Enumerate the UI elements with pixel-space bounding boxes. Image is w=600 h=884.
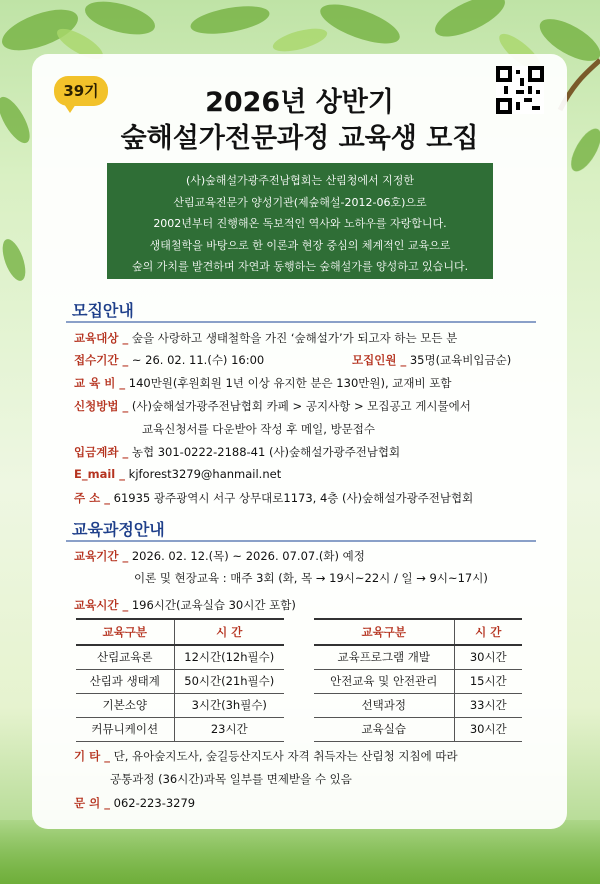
recruit-heading: 모집안내 (72, 301, 134, 320)
grass-footer (0, 820, 600, 884)
account-row (74, 444, 400, 460)
fee-value: 140만원(후원회원 1년 이상 유지한 분은 130만원), 교재비 포함 (125, 376, 452, 390)
table-cell: 30시간 (454, 717, 522, 741)
apply-label: 신청방법 _ (74, 399, 129, 413)
contact-row (74, 795, 195, 811)
page-title-line2: 숲해설가전문과정 교육생 모집 (120, 123, 479, 154)
count-row (352, 352, 511, 368)
hours-row (74, 597, 296, 613)
table-cell: 교육실습 (314, 717, 454, 741)
recruit-divider (66, 321, 536, 323)
page-title-line1: 2026년 상반기 (205, 87, 394, 118)
apply-row-2: 교육신청서를 다운받아 작성 후 메일, 방문접수 (142, 422, 376, 436)
table-cell: 커뮤니케이션 (76, 717, 174, 741)
hours-value: 196시간(교육실습 30시간 포함) (128, 598, 296, 612)
email-value: kjforest3279@hanmail.net (125, 467, 282, 481)
target-row (74, 330, 457, 346)
course-heading: 교육과정안내 (72, 520, 165, 539)
email-label: E_mail _ (74, 467, 125, 481)
intro-line: (사)숲해설가광주전남협회는 산림청에서 지정한 (185, 174, 415, 187)
count-label: 모집인원 _ (352, 353, 407, 367)
fee-row (74, 375, 451, 391)
intro-line: 산림교육전문가 양성기관(제숲해설-2012-06호)으로 (173, 195, 427, 209)
table-cell: 3시간(3h필수) (174, 693, 284, 717)
table-row (76, 693, 284, 717)
table-row (314, 693, 522, 717)
table-row (314, 717, 522, 741)
deadline-row (74, 352, 264, 368)
hours-label: 교육시간 _ (74, 598, 129, 612)
etc-row-2: 공통과정 (36시간)과목 일부를 면제받을 수 있음 (110, 772, 352, 786)
etc-value: 단, 유아숲지도사, 숲길등산지도사 자격 취득자는 산림청 지침에 따라 (109, 749, 458, 763)
intro-line: 숲의 가치를 발견하며 자연과 동행하는 숲해설가를 양성하고 있습니다. (131, 260, 469, 273)
curriculum-table-left (76, 618, 284, 742)
table-cell: 12시간(12h필수) (174, 645, 284, 669)
period-value: 2026. 02. 12.(목) ~ 2026. 07.07.(화) 예정 (128, 549, 365, 563)
account-label: 입금계좌 _ (74, 445, 129, 459)
period-row (74, 548, 365, 564)
table-cell: 33시간 (454, 693, 522, 717)
fee-label: 교 육 비 _ (74, 376, 126, 390)
table-cell: 30시간 (454, 645, 522, 669)
apply-value: (사)숲해설가광주전남협회 카페 > 공지사항 > 모집공고 게시물에서 (128, 399, 471, 413)
table-cell: 산림과 생태계 (76, 669, 174, 693)
period-label: 교육기간 _ (74, 549, 129, 563)
contact-value: 062-223-3279 (109, 796, 196, 810)
etc-label: 기 타 _ (74, 749, 110, 763)
intro-line: 생태철학을 바탕으로 한 이론과 현장 중심의 체계적인 교육으로 (149, 238, 451, 252)
address-label: 주 소 _ (74, 491, 110, 505)
schedule-row: 이론 및 현장교육 : 매주 3회 (화, 목 → 19시~22시 / 일 → 9시~17시) (134, 571, 488, 585)
address-row (74, 490, 473, 506)
target-value: 숲을 사랑하고 생태철학을 가진 ‘숲해설가’가 되고자 하는 모든 분 (128, 331, 458, 345)
table-cell: 기본소양 (76, 693, 174, 717)
etc-row (74, 748, 458, 764)
target-label: 교육대상 _ (74, 331, 129, 345)
deadline-label: 접수기간 _ (74, 353, 129, 367)
table-header: 시 간 (454, 619, 522, 645)
address-value: 61935 광주광역시 서구 상무대로1173, 4층 (사)숲해설가광주전남협회 (109, 491, 474, 505)
account-value: 농협 301-0222-2188-41 (사)숲해설가광주전남협회 (128, 445, 401, 459)
table-header: 시 간 (174, 619, 284, 645)
deadline-value: ~ 26. 02. 11.(수) 16:00 (128, 353, 265, 367)
table-row (76, 717, 284, 741)
table-cell: 50시간(21h필수) (174, 669, 284, 693)
contact-label: 문 의 _ (74, 796, 110, 810)
course-divider (66, 540, 536, 542)
email-row (74, 467, 281, 481)
table-row (314, 645, 522, 669)
apply-row (74, 398, 471, 414)
table-header: 교육구분 (76, 619, 174, 645)
table-cell: 산림교육론 (76, 645, 174, 669)
count-value: 35명(교육비입금순) (406, 353, 512, 367)
table-header: 교육구분 (314, 619, 454, 645)
table-row (76, 669, 284, 693)
cohort-badge: 39기 (54, 76, 108, 106)
curriculum-table-right (314, 618, 522, 742)
table-cell: 선택과정 (314, 693, 454, 717)
intro-line: 2002년부터 진행해온 독보적인 역사와 노하우를 자랑합니다. (153, 217, 447, 230)
table-cell: 15시간 (454, 669, 522, 693)
table-cell: 교육프로그램 개발 (314, 645, 454, 669)
table-row (76, 645, 284, 669)
table-cell: 23시간 (174, 717, 284, 741)
table-cell: 안전교육 및 안전관리 (314, 669, 454, 693)
intro-box (107, 163, 493, 279)
table-row (314, 669, 522, 693)
